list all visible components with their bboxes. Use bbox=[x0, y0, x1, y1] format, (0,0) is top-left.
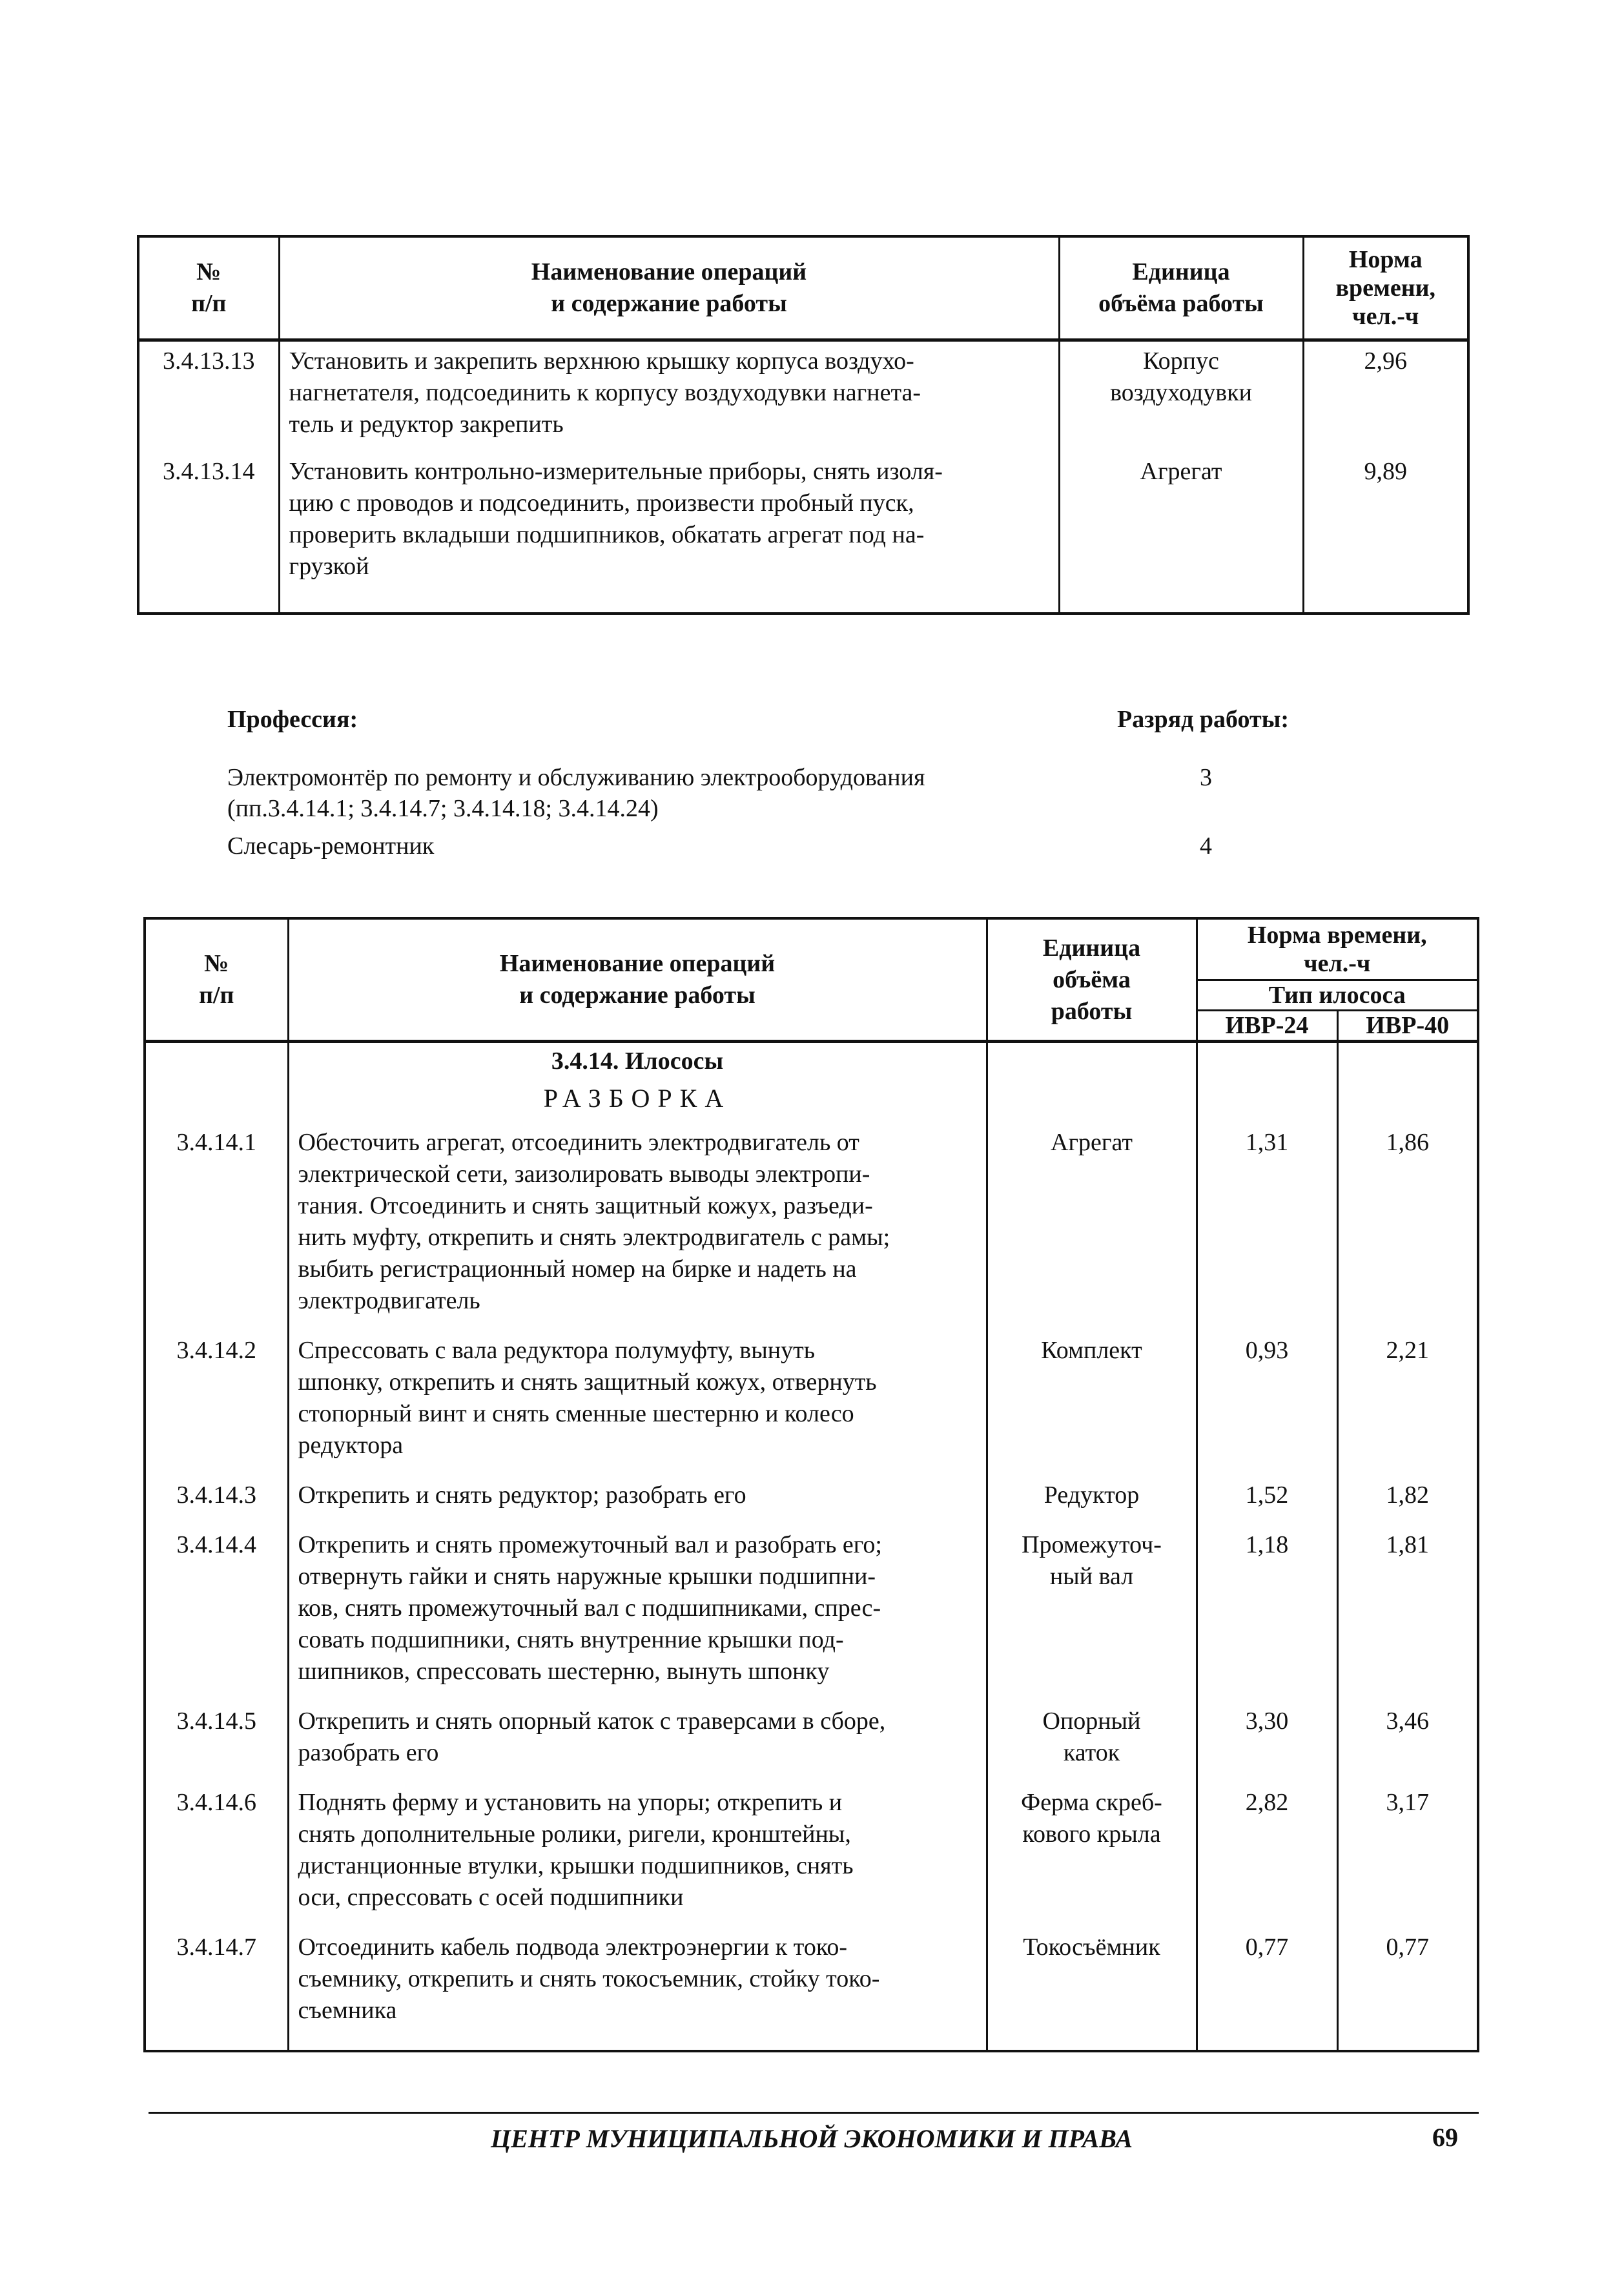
row-num: 3.4.13.14 bbox=[138, 452, 279, 614]
row-norm-ivr40: 0,77 bbox=[1337, 1929, 1478, 2051]
profession-grade: 3 bbox=[1200, 764, 1212, 791]
header-norm: Норма времени, чел.-ч bbox=[1303, 236, 1468, 340]
row-norm-ivr24: 1,18 bbox=[1197, 1527, 1337, 1703]
row-norm-ivr24: 1,31 bbox=[1197, 1124, 1337, 1332]
norms-table-main bbox=[143, 917, 1479, 2052]
row-num: 3.4.13.13 bbox=[138, 340, 279, 452]
row-norm: 9,89 bbox=[1303, 452, 1468, 614]
header-col-ivr24: ИВР-24 bbox=[1197, 1011, 1337, 1042]
row-norm-ivr40: 1,86 bbox=[1337, 1124, 1478, 1332]
header-num: № п/п bbox=[145, 918, 288, 1042]
table-row bbox=[145, 1703, 1478, 1784]
row-unit: Опорный каток bbox=[987, 1703, 1197, 1784]
profession-name: Электромонтёр по ремонту и обслуживанию электрооборудования (пп.3.4.14.1; 3.4.14.7; 3.4.14.18; 3.4.14.24) bbox=[227, 764, 925, 822]
row-desc: Обесточить агрегат, отсоединить электродвигатель от электрической сети, заизолировать выводы электропи- тания. Отсоединить и снять защитный кожух, разъеди- нить муфту, открепить и снять электродвигатель с рамы; выбить регистрационный номер на бирке и надеть на электродвигатель bbox=[288, 1124, 987, 1332]
row-unit: Промежуточ- ный вал bbox=[987, 1527, 1197, 1703]
row-norm-ivr24: 3,30 bbox=[1197, 1703, 1337, 1784]
row-norm-ivr24: 1,52 bbox=[1197, 1477, 1337, 1527]
row-desc: Открепить и снять опорный каток с траверсами в сборе, разобрать его bbox=[288, 1703, 987, 1784]
row-num: 3.4.14.1 bbox=[145, 1124, 288, 1332]
page-number: 69 bbox=[1432, 2123, 1458, 2152]
row-norm-ivr40: 3,46 bbox=[1337, 1703, 1478, 1784]
row-unit: Агрегат bbox=[987, 1124, 1197, 1332]
row-unit: Редуктор bbox=[987, 1477, 1197, 1527]
table-header-row bbox=[145, 918, 1478, 980]
row-norm-ivr40: 2,21 bbox=[1337, 1332, 1478, 1477]
profession-label: Профессия: bbox=[227, 706, 358, 733]
table-row bbox=[145, 1477, 1478, 1527]
table-row bbox=[145, 1929, 1478, 2051]
footer-org: ЦЕНТР МУНИЦИПАЛЬНОЙ ЭКОНОМИКИ И ПРАВА bbox=[491, 2124, 1133, 2153]
header-name: Наименование операций и содержание работы bbox=[279, 236, 1059, 340]
section-row bbox=[145, 1080, 1478, 1124]
row-num: 3.4.14.2 bbox=[145, 1332, 288, 1477]
header-name: Наименование операций и содержание работы bbox=[288, 918, 987, 1042]
table-row bbox=[145, 1332, 1478, 1477]
row-num: 3.4.14.7 bbox=[145, 1929, 288, 2051]
profession-grade: 4 bbox=[1200, 832, 1212, 860]
row-norm: 2,96 bbox=[1303, 340, 1468, 452]
profession-name: Слесарь-ремонтник bbox=[227, 832, 435, 860]
row-unit: Корпус воздуходувки bbox=[1059, 340, 1303, 452]
row-desc: Открепить и снять редуктор; разобрать его bbox=[288, 1477, 987, 1527]
row-unit: Ферма скреб- кового крыла bbox=[987, 1784, 1197, 1929]
section-subtitle: РАЗБОРКА bbox=[288, 1080, 987, 1124]
row-norm-ivr40: 1,82 bbox=[1337, 1477, 1478, 1527]
section-row bbox=[145, 1042, 1478, 1080]
row-desc: Спрессовать с вала редуктора полумуфту, вынуть шпонку, открепить и снять защитный кожух, отвернуть стопорный винт и снять сменные шестерню и колесо редуктора bbox=[288, 1332, 987, 1477]
table-row bbox=[145, 1784, 1478, 1929]
row-norm-ivr40: 3,17 bbox=[1337, 1784, 1478, 1929]
table-row bbox=[145, 1527, 1478, 1703]
table-row bbox=[138, 340, 1468, 452]
row-norm-ivr24: 0,93 bbox=[1197, 1332, 1337, 1477]
header-unit: Единица объёма работы bbox=[987, 918, 1197, 1042]
grade-label: Разряд работы: bbox=[1117, 706, 1290, 733]
table-row bbox=[145, 1124, 1478, 1332]
row-desc: Установить и закрепить верхнюю крышку корпуса воздухо- нагнетателя, подсоединить к корпусу воздуходувки нагнета- тель и редуктор закрепить bbox=[279, 340, 1059, 452]
header-norm: Норма времени, чел.-ч bbox=[1197, 918, 1478, 980]
row-norm-ivr24: 2,82 bbox=[1197, 1784, 1337, 1929]
header-col-ivr40: ИВР-40 bbox=[1337, 1011, 1478, 1042]
row-unit: Комплект bbox=[987, 1332, 1197, 1477]
table-header-row bbox=[138, 236, 1468, 340]
row-norm-ivr40: 1,81 bbox=[1337, 1527, 1478, 1703]
row-num: 3.4.14.3 bbox=[145, 1477, 288, 1527]
section-title: 3.4.14. Илососы bbox=[288, 1042, 987, 1080]
row-unit: Агрегат bbox=[1059, 452, 1303, 614]
row-norm-ivr24: 0,77 bbox=[1197, 1929, 1337, 2051]
norms-table-top bbox=[137, 235, 1470, 615]
row-desc: Установить контрольно-измерительные приборы, снять изоля- цию с проводов и подсоединить, произвести пробный пуск, проверить вкладыши подшипников, обкатать агрегат под на- грузкой bbox=[279, 452, 1059, 614]
row-unit: Токосъёмник bbox=[987, 1929, 1197, 2051]
row-num: 3.4.14.4 bbox=[145, 1527, 288, 1703]
table-row bbox=[138, 452, 1468, 614]
row-desc: Открепить и снять промежуточный вал и разобрать его; отвернуть гайки и снять наружные крышки подшипни- ков, снять промежуточный вал с подшипниками, спрес- совать подшипники, снять внутренние крышки под- шипников, спрессовать шестерню, вынуть шпонку bbox=[288, 1527, 987, 1703]
header-unit: Единица объёма работы bbox=[1059, 236, 1303, 340]
footer-rule bbox=[149, 2112, 1479, 2114]
row-desc: Отсоединить кабель подвода электроэнергии к токо- съемнику, открепить и снять токосъемник, стойку токо- съемника bbox=[288, 1929, 987, 2051]
row-desc: Поднять ферму и установить на упоры; открепить и снять дополнительные ролики, ригели, кронштейны, дистанционные втулки, крышки подшипников, снять оси, спрессовать с осей подшипники bbox=[288, 1784, 987, 1929]
header-num: № п/п bbox=[138, 236, 279, 340]
row-num: 3.4.14.5 bbox=[145, 1703, 288, 1784]
header-type: Тип илососа bbox=[1197, 980, 1478, 1011]
row-num: 3.4.14.6 bbox=[145, 1784, 288, 1929]
